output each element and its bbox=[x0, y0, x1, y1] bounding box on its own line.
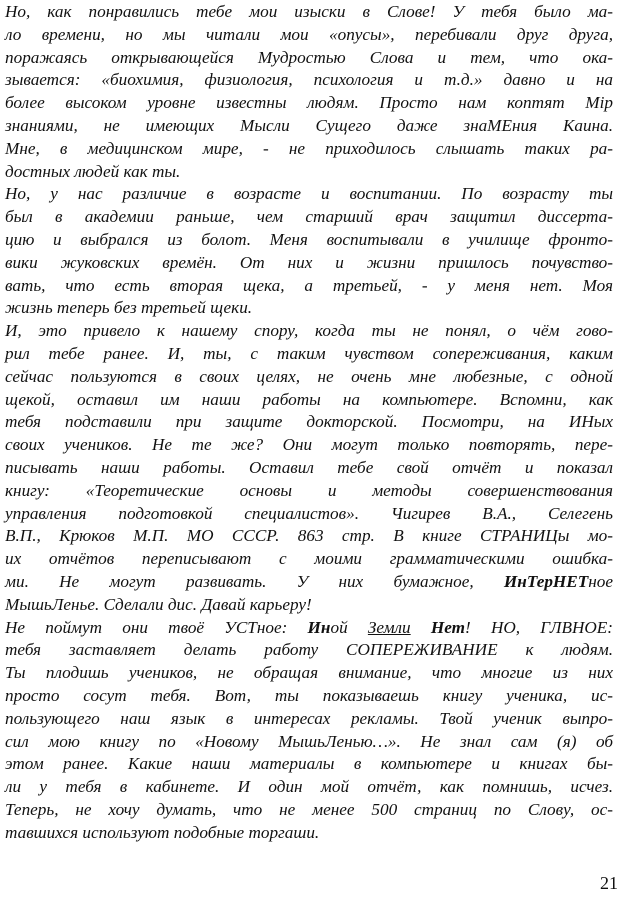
text-span: их отчётов переписывают с моими грамматическими ошибка- bbox=[5, 549, 613, 569]
text-span: ой bbox=[330, 617, 348, 637]
text-span: просто сосут тебя. Вот, ты показываешь книгу ученика, ис- bbox=[5, 685, 613, 705]
text-span: книгу: «Теоретические основы и методы совершенствования bbox=[5, 480, 613, 500]
text-line bbox=[5, 434, 613, 457]
text-span: пользующего наш язык в интересах рекламы. Твой ученик выпро- bbox=[5, 708, 613, 728]
text-line bbox=[5, 69, 613, 92]
text-span: достных людей как ты. bbox=[5, 161, 181, 181]
text-line bbox=[5, 480, 613, 503]
text-line bbox=[5, 320, 613, 343]
text-line bbox=[5, 731, 613, 754]
text-line bbox=[5, 161, 613, 184]
text-line bbox=[5, 115, 613, 138]
text-span: И, это привело к нашему спору, когда ты не понял, о чём гово- bbox=[5, 321, 613, 341]
text-line bbox=[5, 594, 613, 617]
text-span: рил тебе ранее. И, ты, с таким чувством сопереживания, каким bbox=[5, 343, 613, 363]
text-span: ИнТерНЕТ bbox=[503, 571, 589, 591]
text-line bbox=[5, 24, 613, 47]
text-line bbox=[5, 252, 613, 275]
text-span: Ин bbox=[307, 617, 331, 637]
text-span: тебя подставили при защите докторской. Посмотри, на ИНых bbox=[5, 412, 613, 432]
text-line bbox=[5, 776, 613, 799]
text-line bbox=[5, 639, 613, 662]
text-span: вики жуковских времён. От них и жизни пришлось почувство- bbox=[5, 252, 613, 272]
text-line bbox=[5, 297, 613, 320]
text-line bbox=[5, 708, 613, 731]
text-line bbox=[5, 47, 613, 70]
text-span: этом ранее. Какие наши материалы в компьютере и книгах бы- bbox=[5, 754, 613, 774]
text-span: ! НО, ГЛВНОЕ: bbox=[465, 617, 614, 637]
text-line bbox=[5, 662, 613, 685]
text-span: ли у тебя в кабинете. И один мой отчёт, как помнишь, исчез. bbox=[5, 777, 613, 797]
text-line bbox=[5, 617, 613, 640]
text-span: цию и выбрался из болот. Меня воспитывали в училище фронто- bbox=[5, 229, 613, 249]
text-span: В.П., Крюков М.П. МО СССР. 863 стр. В книге СТРАНИЦы мо- bbox=[5, 526, 613, 546]
text-span: поражаясь открывающейся Мудростью Слова и тем, что ока- bbox=[5, 47, 613, 67]
text-span: жизнь теперь без третьей щеки. bbox=[5, 298, 253, 318]
text-span: сил мою книгу по «Новому МышьЛенью…». Не знал сам (я) об bbox=[5, 731, 613, 751]
text-span: ми. Не могут развивать. У них бумажное, bbox=[5, 571, 474, 591]
text-line bbox=[5, 411, 613, 434]
text-line bbox=[5, 1, 613, 24]
text-span: щекой, оставил им наши работы на компьютере. Вспомни, как bbox=[5, 389, 613, 409]
text-line bbox=[5, 206, 613, 229]
page-number: 21 bbox=[600, 873, 618, 893]
text-span: зывается: «биохимия, физиология, психология и т.д.» давно и на bbox=[5, 70, 613, 90]
text-line bbox=[5, 343, 613, 366]
text-span: сейчас пользуются в своих целях, не очень мне любезные, с одной bbox=[5, 366, 613, 386]
text-span: Мне, в медицинском мире, - не приходилось слышать таких ра- bbox=[5, 138, 613, 158]
text-line bbox=[5, 275, 613, 298]
text-span: Теперь, не хочу думать, что не менее 500 страниц по Слову, ос- bbox=[5, 799, 613, 819]
text-line bbox=[5, 229, 613, 252]
text-span: Нет bbox=[430, 617, 466, 637]
text-span: Ты плодишь учеников, не обращая внимание, что многие из них bbox=[5, 663, 613, 683]
text-line bbox=[5, 822, 613, 845]
text-line bbox=[5, 183, 613, 206]
text-span: тебя заставляет делать работу СОПЕРЕЖИВАНИЕ к людям. bbox=[5, 640, 613, 660]
text-line bbox=[5, 685, 613, 708]
text-span: писывать наши работы. Оставил тебе свой отчёт и показал bbox=[5, 457, 613, 477]
text-line bbox=[5, 753, 613, 776]
text-span: знаниями, не имеющих Мысли Сущего даже знаМЕния Каина. bbox=[5, 115, 613, 135]
text-span: МышьЛенье. Сделали дис. Давай карьеру! bbox=[5, 594, 312, 614]
text-span: Земли bbox=[367, 617, 411, 637]
text-line bbox=[5, 457, 613, 480]
text-span: управления подготовкой специалистов». Чигирев В.А., Селегень bbox=[5, 503, 613, 523]
text-span: ное bbox=[588, 571, 613, 591]
text-span: Не поймут они твоё УСТное: bbox=[5, 617, 288, 637]
text-line bbox=[5, 571, 613, 594]
text-span: своих учеников. Не те же? Они могут только повторять, пере- bbox=[5, 435, 613, 455]
text-span: более высоком уровне известны людям. Просто нам коптят Мiр bbox=[5, 93, 613, 113]
body-text bbox=[5, 1, 613, 844]
text-line bbox=[5, 799, 613, 822]
text-span: вать, что есть вторая щека, а третьей, - у меня нет. Моя bbox=[5, 275, 613, 295]
text-line bbox=[5, 389, 613, 412]
text-line bbox=[5, 138, 613, 161]
text-line bbox=[5, 503, 613, 526]
text-line bbox=[5, 525, 613, 548]
text-span: ло времени, но мы читали мои «опусы», перебивали друг друга, bbox=[5, 24, 613, 44]
text-line bbox=[5, 366, 613, 389]
text-span: тавшихся используют подобные торгаши. bbox=[5, 822, 320, 842]
text-line bbox=[5, 548, 613, 571]
text-span: был в академии раньше, чем старший врач защитил диссерта- bbox=[5, 207, 613, 227]
text-span: Но, у нас различие в возрасте и воспитании. По возрасту ты bbox=[5, 184, 613, 204]
text-line bbox=[5, 92, 613, 115]
text-span: Но, как понравились тебе мои изыски в Слове! У тебя было ма- bbox=[5, 2, 613, 21]
